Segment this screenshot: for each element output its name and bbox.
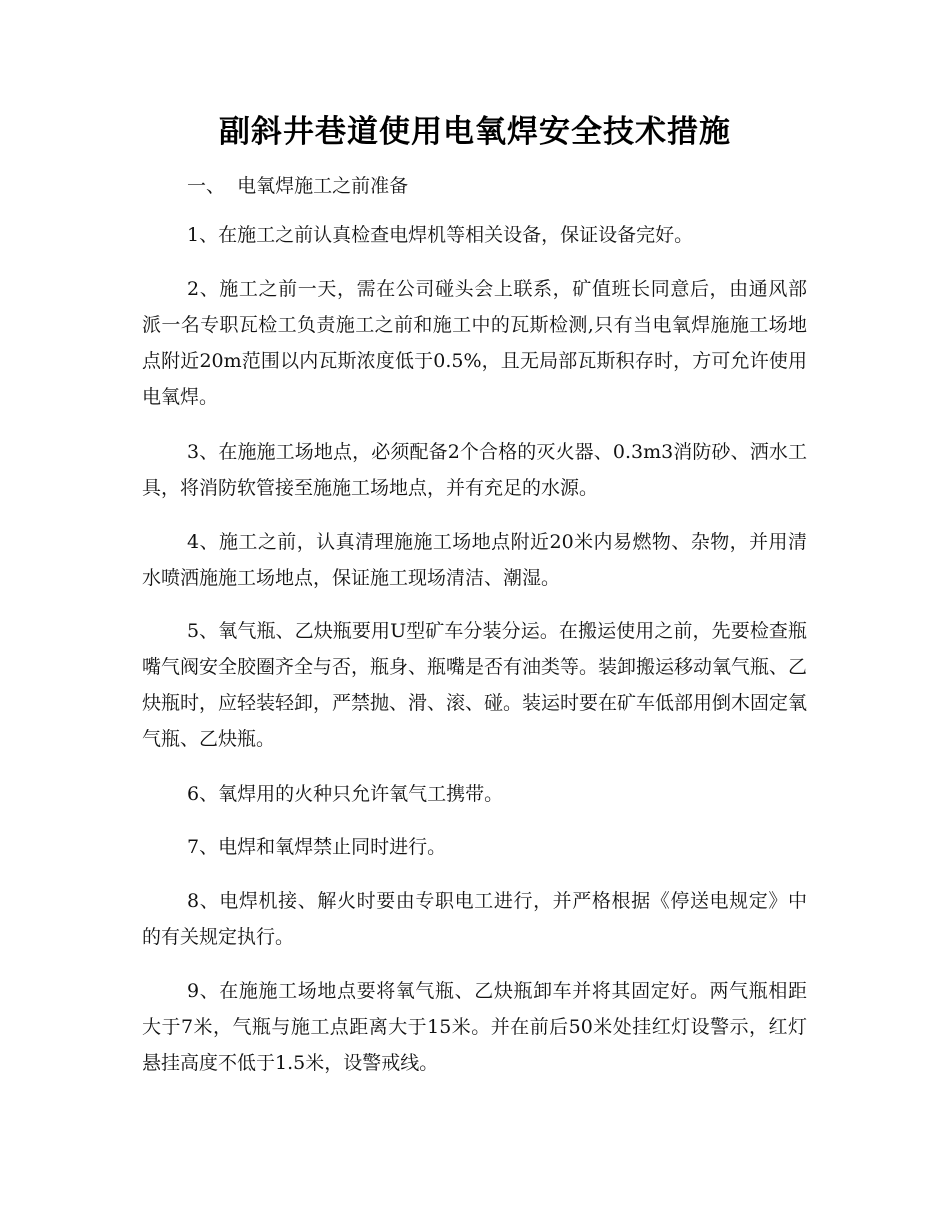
section-heading: 一、 电氧焊施工之前准备 [187,175,409,197]
paragraph-item-7: 7、电焊和氧焊禁止同时进行。 [187,836,447,858]
paragraph-item-8: 8、电焊机接、解火时要由专职电工进行，并严格根据《停送电规定》中的有关规定执行。 [142,890,807,948]
paragraph-item-4: 4、施工之前，认真清理施施工场地点附近20米内易燃物、杂物，并用清水喷洒施施工场地点，保证施工现场清洁、潮湿。 [142,531,807,589]
paragraph-item-2: 2、施工之前一天，需在公司碰头会上联系，矿值班长同意后，由通风部派一名专职瓦检工负责施工之前和施工中的瓦斯检测,只有当电氧焊施施工场地点附近20m范围以内瓦斯浓度低于0.5%，且无局部瓦斯积存时，方可允许使用电氧焊。 [142,278,807,408]
paragraph-item-3: 3、在施施工场地点，必须配备2个合格的灭火器、0.3m3消防砂、洒水工具，将消防软管接至施施工场地点，并有充足的水源。 [142,441,807,499]
paragraph-item-1: 1、在施工之前认真检查电焊机等相关设备，保证设备完好。 [187,224,694,246]
paragraph-item-9: 9、在施施工场地点要将氧气瓶、乙炔瓶卸车并将其固定好。两气瓶相距大于7米，气瓶与施工点距离大于15米。并在前后50米处挂红灯设警示，红灯悬挂高度不低于1.5米，设警戒线。 [142,980,807,1074]
paragraph-item-6: 6、氧焊用的火种只允许氧气工携带。 [187,783,504,805]
paragraph-item-5: 5、氧气瓶、乙炔瓶要用U型矿车分装分运。在搬运使用之前，先要检查瓶嘴气阀安全胶圈齐全与否，瓶身、瓶嘴是否有油类等。装卸搬运移动氧气瓶、乙炔瓶时，应轻装轻卸，严禁抛、滑、滚、碰。装运时要在矿车低部用倒木固定氧气瓶、乙炔瓶。 [142,620,808,750]
document-title: 副斜井巷道使用电氧焊安全技术措施 [219,114,731,150]
